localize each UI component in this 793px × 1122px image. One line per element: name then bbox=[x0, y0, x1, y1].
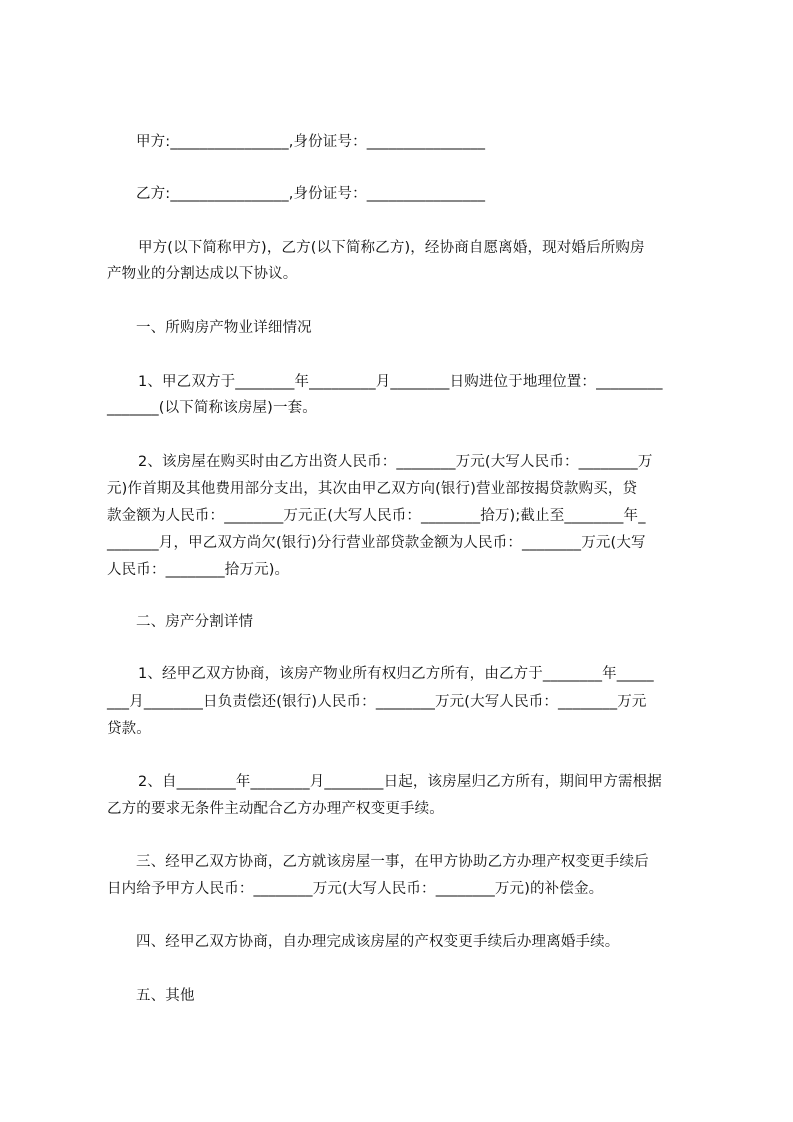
section-5-heading: 五、其他 bbox=[136, 988, 195, 1004]
s2-item2-line-1: 2、自________年________月________日起，该房屋归乙方所有，期间甲方需根据 bbox=[138, 774, 662, 790]
section-3-line-2: 日内给予甲方人民币：________万元(大写人民币：________万元)的补偿金。 bbox=[107, 881, 604, 897]
section-3-line-1: 三、经甲乙双方协商，乙方就该房屋一事，在甲方协助乙方办理产权变更手续后 bbox=[136, 854, 649, 870]
section-1-heading: 一、所购房产物业详细情况 bbox=[136, 320, 312, 336]
section-2-heading: 二、房产分割详情 bbox=[136, 614, 254, 630]
section-4: 四、经甲乙双方协商，自办理完成该房屋的产权变更手续后办理离婚手续。 bbox=[136, 934, 620, 950]
s1-item2-line-1: 2、该房屋在购买时由乙方出资人民币：________万元(大写人民币：________万 bbox=[138, 454, 653, 470]
intro-line-1: 甲方(以下简称甲方)，乙方(以下简称乙方)，经协商自愿离婚，现对婚后所购房 bbox=[138, 240, 645, 256]
s2-item1-line-2: ___月________日负责偿还(银行)人民币：________万元(大写人民币：________万元 bbox=[107, 694, 647, 710]
s2-item2-line-2: 乙方的要求无条件主动配合乙方办理产权变更手续。 bbox=[107, 801, 444, 817]
party-a-line: 甲方:________________,身份证号：________________ bbox=[136, 134, 486, 150]
s2-item1-line-1: 1、经甲乙双方协商，该房产物业所有权归乙方所有，由乙方于________年_____ bbox=[138, 666, 654, 682]
s2-item1-line-3: 贷款。 bbox=[107, 721, 151, 737]
s1-item2-line-2: 元)作首期及其他费用部分支出，其次由甲乙双方向(银行)营业部按揭贷款购买，贷 bbox=[107, 481, 638, 497]
s1-item2-line-4: _______月，甲乙双方尚欠(银行)分行营业部贷款金额为人民币：________万元(大写 bbox=[107, 535, 646, 551]
s1-item1-line-1: 1、甲乙双方于________年_________月________日购进位于地理位置：_________ bbox=[138, 374, 663, 390]
s1-item1-line-2: _______(以下简称该房屋)一套。 bbox=[107, 400, 317, 416]
s1-item2-line-3: 款金额为人民币：________万元正(大写人民币：________拾万);截止至________年_ bbox=[107, 508, 646, 524]
s1-item2-line-5: 人民币：________拾万元)。 bbox=[107, 562, 290, 578]
intro-line-2: 产物业的分割达成以下协议。 bbox=[107, 266, 298, 282]
party-b-line: 乙方:________________,身份证号：________________ bbox=[136, 186, 486, 202]
